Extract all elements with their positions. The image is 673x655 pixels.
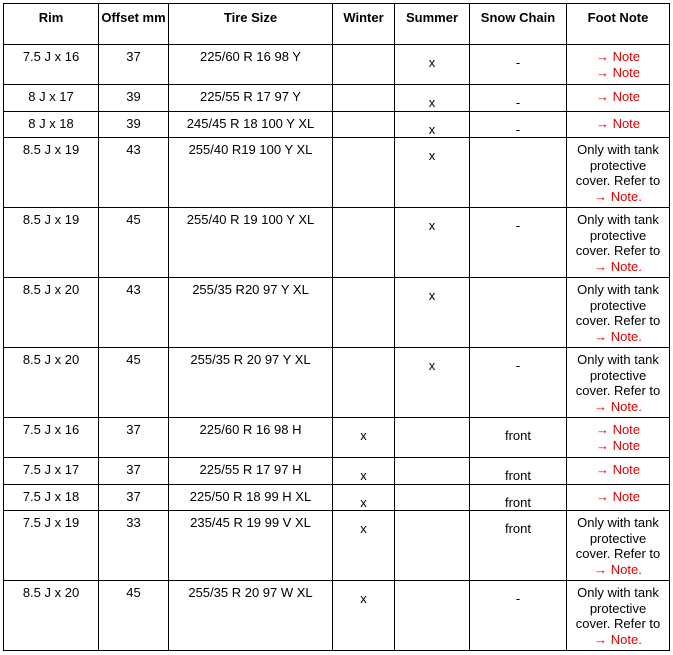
offset-cell: 43 (99, 278, 169, 348)
foot-note-cell (567, 85, 670, 112)
winter-cell: x (333, 458, 395, 485)
snow-chain-cell: - (470, 45, 567, 85)
tank-note-text: protective (589, 367, 647, 383)
summer-cell (395, 511, 470, 581)
rim-cell: 7.5 J x 17 (4, 458, 99, 485)
tank-note-text: protective (589, 297, 647, 313)
table-row (4, 458, 670, 485)
offset-cell: 39 (99, 85, 169, 112)
tank-note-text: cover. Refer to (575, 243, 661, 258)
foot-note-cell (567, 111, 670, 138)
summer-cell: x (395, 45, 470, 85)
offset-cell: 37 (99, 45, 169, 85)
offset-cell: 37 (99, 458, 169, 485)
table-row (4, 581, 670, 651)
table-row (4, 45, 670, 85)
table-row (4, 138, 670, 208)
note-link[interactable]: → Note (595, 462, 641, 477)
foot-note-cell (567, 418, 670, 458)
header-snow-chain: Snow Chain (470, 4, 567, 45)
tire-size-cell: 225/60 R 16 98 H (169, 418, 333, 458)
tank-note-text: cover. Refer to (575, 173, 661, 188)
header-tire-size: Tire Size (169, 4, 333, 45)
tire-size-cell: 255/35 R 20 97 Y XL (169, 348, 333, 418)
tire-size-cell: 235/45 R 19 99 V XL (169, 511, 333, 581)
foot-note-cell (567, 511, 670, 581)
snow-chain-cell: - (470, 85, 567, 112)
snow-chain-cell: - (470, 208, 567, 278)
tank-note-text: Only with tank (577, 282, 659, 297)
rim-cell: 8.5 J x 20 (4, 348, 99, 418)
tank-note-text: Only with tank (577, 142, 659, 157)
tank-note-text: cover. Refer to (575, 383, 661, 398)
tank-note-text: Only with tank (577, 352, 659, 367)
foot-note-cell (567, 348, 670, 418)
winter-cell (333, 138, 395, 208)
offset-cell: 37 (99, 484, 169, 511)
table-row (4, 278, 670, 348)
snow-chain-cell: - (470, 581, 567, 651)
tank-note-text: Only with tank (577, 515, 659, 530)
winter-cell: x (333, 484, 395, 511)
note-link[interactable]: → Note (595, 49, 641, 64)
note-link[interactable]: → Note. (594, 398, 642, 414)
rim-cell: 8.5 J x 19 (4, 138, 99, 208)
rim-cell: 7.5 J x 16 (4, 45, 99, 85)
snow-chain-cell: front (470, 484, 567, 511)
snow-chain-cell: - (470, 348, 567, 418)
note-link[interactable]: → Note. (594, 631, 642, 647)
header-summer: Summer (395, 4, 470, 45)
offset-cell: 33 (99, 511, 169, 581)
header-row (4, 4, 670, 45)
tank-note-text: protective (589, 227, 647, 243)
rim-cell: 8 J x 17 (4, 85, 99, 112)
note-link[interactable]: → Note. (594, 258, 642, 274)
winter-cell (333, 85, 395, 112)
rim-cell: 8.5 J x 20 (4, 278, 99, 348)
tire-spec-table (3, 3, 670, 651)
offset-cell: 45 (99, 348, 169, 418)
table-row (4, 484, 670, 511)
foot-note-cell (567, 45, 670, 85)
table-row (4, 85, 670, 112)
tank-note-text: protective (589, 157, 647, 173)
foot-note-cell (567, 581, 670, 651)
note-link[interactable]: → Note. (594, 561, 642, 577)
tire-size-cell: 245/45 R 18 100 Y XL (169, 111, 333, 138)
table-row (4, 348, 670, 418)
snow-chain-cell (470, 138, 567, 208)
summer-cell: x (395, 348, 470, 418)
note-link[interactable]: → Note (595, 115, 641, 131)
tank-note-text: protective (589, 600, 647, 616)
note-link[interactable]: → Note (595, 64, 641, 80)
summer-cell (395, 484, 470, 511)
offset-cell: 45 (99, 208, 169, 278)
header-winter: Winter (333, 4, 395, 45)
tire-size-cell: 225/55 R 17 97 Y (169, 85, 333, 112)
tank-note-text: protective (589, 530, 647, 546)
offset-cell: 37 (99, 418, 169, 458)
table-row (4, 111, 670, 138)
note-link[interactable]: → Note (595, 488, 641, 504)
rim-cell: 7.5 J x 19 (4, 511, 99, 581)
table-row (4, 208, 670, 278)
winter-cell (333, 348, 395, 418)
table-row (4, 418, 670, 458)
rim-cell: 7.5 J x 16 (4, 418, 99, 458)
header-rim: Rim (4, 4, 99, 45)
foot-note-cell (567, 278, 670, 348)
tank-note-text: cover. Refer to (575, 313, 661, 328)
header-offset: Offset mm (99, 4, 169, 45)
tire-size-cell: 225/55 R 17 97 H (169, 458, 333, 485)
summer-cell: x (395, 208, 470, 278)
note-link[interactable]: → Note (595, 437, 641, 453)
summer-cell: x (395, 111, 470, 138)
note-link[interactable]: → Note (595, 89, 641, 104)
snow-chain-cell: front (470, 458, 567, 485)
foot-note-cell (567, 484, 670, 511)
summer-cell: x (395, 138, 470, 208)
winter-cell: x (333, 581, 395, 651)
snow-chain-cell (470, 278, 567, 348)
winter-cell (333, 45, 395, 85)
summer-cell: x (395, 85, 470, 112)
summer-cell (395, 581, 470, 651)
rim-cell: 8.5 J x 19 (4, 208, 99, 278)
foot-note-cell (567, 208, 670, 278)
tank-note-text: Only with tank (577, 212, 659, 227)
winter-cell: x (333, 511, 395, 581)
note-link[interactable]: → Note. (594, 188, 642, 204)
offset-cell: 39 (99, 111, 169, 138)
winter-cell (333, 111, 395, 138)
offset-cell: 45 (99, 581, 169, 651)
rim-cell: 7.5 J x 18 (4, 484, 99, 511)
tank-note-text: cover. Refer to (575, 546, 661, 561)
note-link[interactable]: → Note (595, 422, 641, 437)
table-row (4, 511, 670, 581)
tire-size-cell: 255/35 R20 97 Y XL (169, 278, 333, 348)
foot-note-cell (567, 138, 670, 208)
winter-cell: x (333, 418, 395, 458)
tire-size-cell: 225/60 R 16 98 Y (169, 45, 333, 85)
winter-cell (333, 208, 395, 278)
offset-cell: 43 (99, 138, 169, 208)
note-link[interactable]: → Note. (594, 328, 642, 344)
tire-size-cell: 255/40 R19 100 Y XL (169, 138, 333, 208)
tire-size-cell: 255/40 R 19 100 Y XL (169, 208, 333, 278)
summer-cell: x (395, 278, 470, 348)
summer-cell (395, 458, 470, 485)
tank-note-text: Only with tank (577, 585, 659, 600)
snow-chain-cell: - (470, 111, 567, 138)
snow-chain-cell: front (470, 418, 567, 458)
rim-cell: 8 J x 18 (4, 111, 99, 138)
winter-cell (333, 278, 395, 348)
tire-size-cell: 225/50 R 18 99 H XL (169, 484, 333, 511)
rim-cell: 8.5 J x 20 (4, 581, 99, 651)
header-foot-note: Foot Note (567, 4, 670, 45)
tank-note-text: cover. Refer to (575, 616, 661, 631)
snow-chain-cell: front (470, 511, 567, 581)
foot-note-cell (567, 458, 670, 485)
summer-cell (395, 418, 470, 458)
tire-size-cell: 255/35 R 20 97 W XL (169, 581, 333, 651)
